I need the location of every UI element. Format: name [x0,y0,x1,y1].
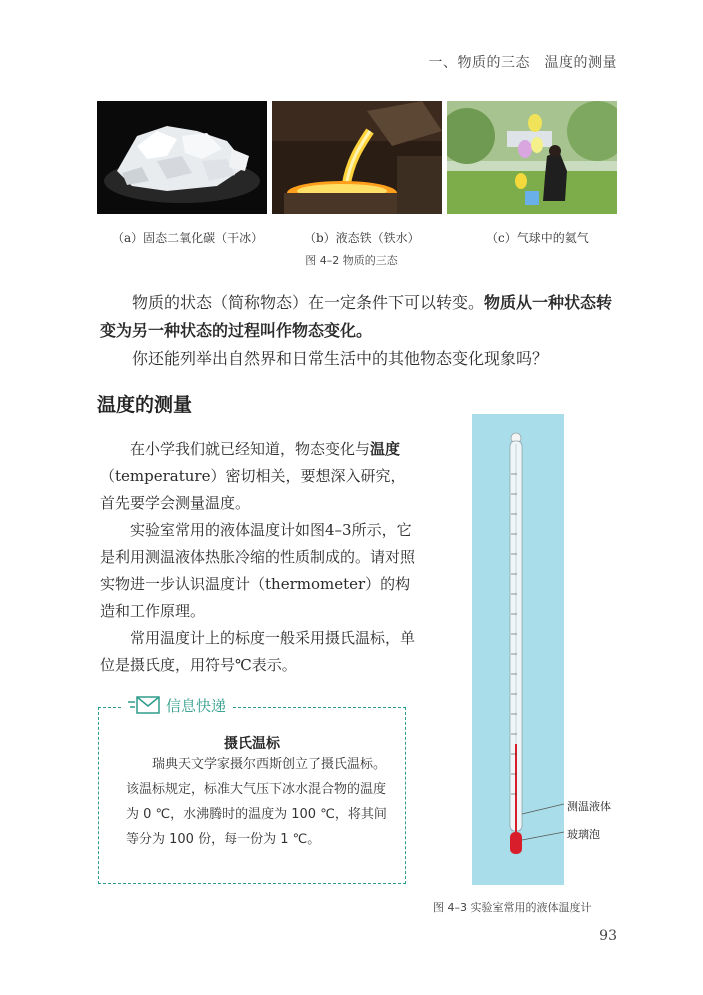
label-liquid: 测温液体 [567,800,611,813]
caption-b: （b）液态铁（铁水） [304,231,420,245]
section-paragraph-3: 常用温度计上的标度一般采用摄氏温标，单位是摄氏度，用符号℃表示。 [100,629,416,674]
intro-paragraph-2: 你还能列举出自然界和日常生活中的其他物态变化现象吗？ [132,349,549,368]
figure-4-2-caption: 图 4–2 物质的三态 [305,254,398,267]
section-title: 温度的测量 [97,394,193,416]
info-text: 瑞典天文学家摄尔西斯创立了摄氏温标。该温标规定，标准大气压下冰水混合物的温度为 0 ℃，水沸腾时的温度为 100 ℃，将其间等分为 100 份，每一份为 1 ℃。 [126,757,387,847]
intro-definition: 物质从一种状态转变为另一种状态的过程叫作物态变化。 [100,293,613,340]
label-bulb: 玻璃泡 [567,828,600,841]
thermometer-panel [472,414,564,885]
photo-dry-ice [97,101,267,214]
term-temperature: 温度 [370,440,401,458]
thermometer-illustration [472,414,564,885]
caption-c: （c）气球中的氦气 [486,231,589,245]
section-text-a: 在小学我们就已经知道，物态变化与 [130,440,371,458]
section-paragraph-1 [100,436,420,517]
info-tag-label: 信息快递 [166,696,227,715]
info-tag [122,691,232,719]
page-number: 93 [599,928,617,944]
caption-a: （a）固态二氧化碳（干冰） [112,231,264,245]
thermometer-bulb [510,832,522,854]
section-paragraph-2: 实验室常用的液体温度计如图4–3所示，它是利用测温液体热胀冷缩的性质制成的。请对照实物进一步认识温度计（thermometer）的构造和工作原理。 [100,521,416,620]
photo-balloons [447,101,617,214]
leader-line-liquid [522,804,564,814]
photo-molten-iron [272,101,442,214]
figure-4-3-caption: 图 4–3 实验室常用的液体温度计 [433,901,592,914]
running-header: 一、物质的三态 温度的测量 [428,55,617,71]
leader-line-bulb [522,832,564,840]
envelope-icon [128,694,162,716]
section-text-b: （temperature）密切相关，要想深入研究，首先要学会测量温度。 [100,467,406,512]
intro-text: 物质的状态（简称物态）在一定条件下可以转变。 [132,293,485,312]
intro-paragraph-1 [100,289,620,345]
info-title: 摄氏温标 [224,736,280,752]
